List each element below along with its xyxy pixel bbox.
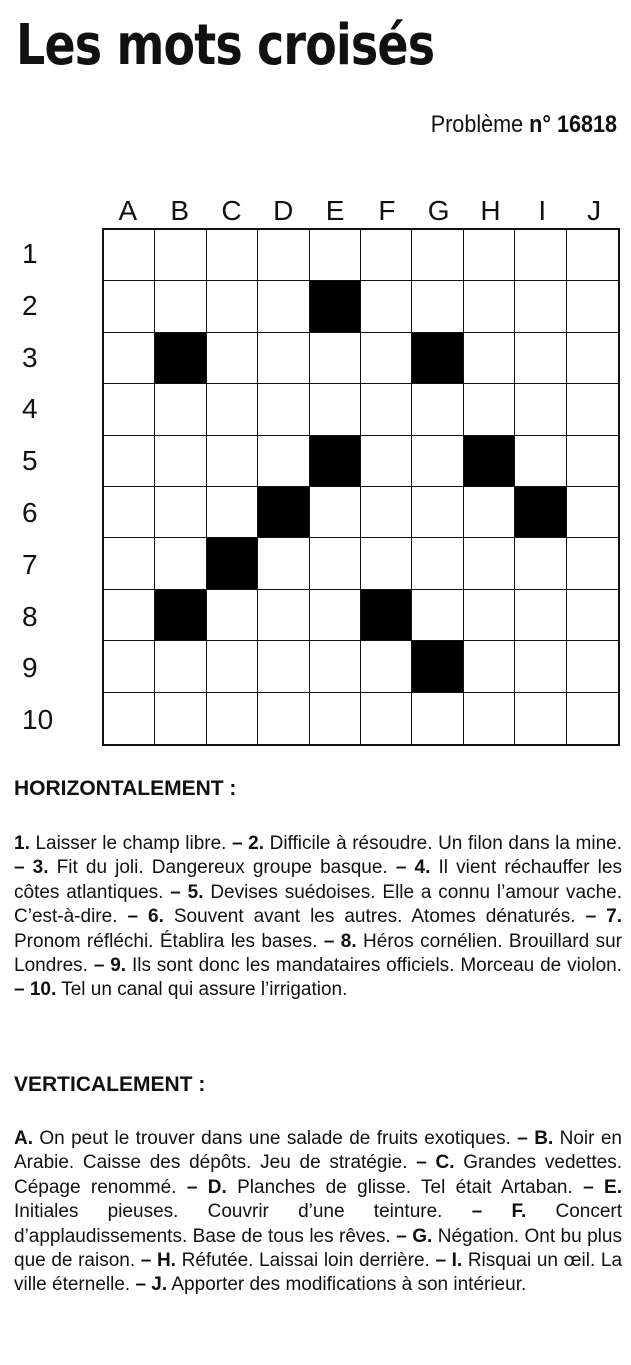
clue: – 5. Devises suédoises. Elle a connu l’amour vache. C’est-à-dire. bbox=[14, 881, 622, 928]
grid-cell[interactable] bbox=[310, 693, 361, 744]
grid-cell[interactable] bbox=[258, 693, 309, 744]
column-labels bbox=[102, 194, 620, 228]
grid-cell[interactable] bbox=[155, 384, 206, 435]
grid-cell[interactable] bbox=[464, 230, 515, 281]
grid-cell[interactable] bbox=[207, 693, 258, 744]
grid-cell[interactable] bbox=[155, 641, 206, 692]
grid-cell[interactable] bbox=[310, 230, 361, 281]
clue: – G. Négation. Ont bu plus que de raison. bbox=[14, 1225, 622, 1272]
grid-cell[interactable] bbox=[310, 384, 361, 435]
column-label-g: G bbox=[427, 195, 450, 226]
grid-cell[interactable] bbox=[515, 281, 566, 332]
grid-cell[interactable] bbox=[515, 333, 566, 384]
grid-cell[interactable] bbox=[361, 487, 412, 538]
clue: – 10. Tel un canal qui assure l’irrigation. bbox=[14, 979, 348, 1001]
problem-num: n° 16818 bbox=[529, 111, 617, 138]
black-cell bbox=[412, 333, 463, 384]
grid-cell[interactable] bbox=[567, 281, 618, 332]
grid-cell[interactable] bbox=[258, 333, 309, 384]
clue: – D. Planches de glisse. Tel était Artaban. bbox=[186, 1176, 573, 1198]
grid-cell[interactable] bbox=[155, 693, 206, 744]
grid-cell[interactable] bbox=[104, 693, 155, 744]
grid-cell[interactable] bbox=[567, 230, 618, 281]
grid-cell[interactable] bbox=[104, 590, 155, 641]
problem-label: Problème bbox=[430, 111, 524, 138]
grid-cell[interactable] bbox=[361, 641, 412, 692]
grid-cell[interactable] bbox=[310, 333, 361, 384]
grid-cell[interactable] bbox=[464, 538, 515, 589]
row-label-1: 1 bbox=[22, 238, 38, 269]
grid-cell[interactable] bbox=[104, 384, 155, 435]
black-cell bbox=[258, 487, 309, 538]
clue: A. On peut le trouver dans une salade de fruits exotiques. bbox=[14, 1128, 511, 1149]
row-label-3: 3 bbox=[22, 341, 38, 373]
grid-cell[interactable] bbox=[104, 333, 155, 384]
grid-cell[interactable] bbox=[207, 436, 258, 487]
problem-number bbox=[431, 110, 617, 140]
clue: – 6. Souvent avant les autres. Atomes dénaturés. bbox=[127, 906, 576, 928]
row-label-8: 8 bbox=[22, 600, 38, 632]
grid-cell[interactable] bbox=[104, 230, 155, 281]
grid-cell[interactable] bbox=[155, 230, 206, 281]
grid-cell[interactable] bbox=[361, 230, 412, 281]
grid-cell[interactable] bbox=[412, 281, 463, 332]
grid-cell[interactable] bbox=[464, 281, 515, 332]
grid-cell[interactable] bbox=[155, 436, 206, 487]
grid-cell[interactable] bbox=[207, 333, 258, 384]
grid-cell[interactable] bbox=[412, 693, 463, 744]
row-label-9: 9 bbox=[22, 652, 38, 684]
crossword-grid bbox=[102, 228, 620, 746]
grid-cell[interactable] bbox=[412, 487, 463, 538]
grid-cell[interactable] bbox=[258, 281, 309, 332]
vertical-clues bbox=[14, 1127, 622, 1298]
grid-cell[interactable] bbox=[104, 436, 155, 487]
grid-cell[interactable] bbox=[361, 384, 412, 435]
grid-cell[interactable] bbox=[515, 641, 566, 692]
grid-cell[interactable] bbox=[104, 641, 155, 692]
black-cell bbox=[412, 641, 463, 692]
grid-cell[interactable] bbox=[567, 333, 618, 384]
column-label-i: I bbox=[538, 195, 547, 226]
clue: – B. Noir en Arabie. Caisse des dépôts. Jeu de stratégie. bbox=[14, 1128, 622, 1174]
column-label-f: F bbox=[378, 195, 396, 226]
grid-cell[interactable] bbox=[207, 281, 258, 332]
grid-cell[interactable] bbox=[361, 538, 412, 589]
grid-cell[interactable] bbox=[464, 384, 515, 435]
grid-cell[interactable] bbox=[207, 230, 258, 281]
column-label-e: E bbox=[325, 195, 345, 226]
grid-cell[interactable] bbox=[567, 384, 618, 435]
black-cell bbox=[464, 436, 515, 487]
grid-cell[interactable] bbox=[515, 384, 566, 435]
black-cell bbox=[155, 333, 206, 384]
grid-cell[interactable] bbox=[258, 230, 309, 281]
grid-cell[interactable] bbox=[207, 590, 258, 641]
column-label-c: C bbox=[221, 195, 242, 226]
grid-cell[interactable] bbox=[155, 281, 206, 332]
clue: – J. Apporter des modifications à son intérieur. bbox=[135, 1274, 527, 1296]
grid-cell[interactable] bbox=[310, 538, 361, 589]
column-label-h: H bbox=[480, 195, 501, 226]
grid-cell[interactable] bbox=[515, 436, 566, 487]
black-cell bbox=[310, 281, 361, 332]
grid-cell[interactable] bbox=[104, 281, 155, 332]
grid-cell[interactable] bbox=[310, 487, 361, 538]
grid-cell[interactable] bbox=[464, 590, 515, 641]
grid-cell[interactable] bbox=[310, 590, 361, 641]
column-label-b: B bbox=[170, 195, 190, 226]
vertical-heading: VERTICALEMENT : bbox=[14, 1073, 206, 1096]
grid-cell[interactable] bbox=[361, 281, 412, 332]
black-cell bbox=[310, 436, 361, 487]
clue: – 3. Fit du joli. Dangereux groupe basque. bbox=[14, 857, 388, 879]
horizontal-heading: HORIZONTALEMENT : bbox=[14, 777, 237, 800]
grid-cell[interactable] bbox=[361, 333, 412, 384]
grid-cell[interactable] bbox=[155, 487, 206, 538]
grid-cell[interactable] bbox=[567, 693, 618, 744]
grid-cell[interactable] bbox=[258, 384, 309, 435]
grid-cell[interactable] bbox=[567, 538, 618, 589]
grid-cell[interactable] bbox=[464, 641, 515, 692]
grid-cell[interactable] bbox=[258, 436, 309, 487]
black-cell bbox=[207, 538, 258, 589]
column-label-a: A bbox=[118, 195, 138, 226]
grid-cell[interactable] bbox=[155, 538, 206, 589]
grid-cell[interactable] bbox=[515, 693, 566, 744]
grid-cell[interactable] bbox=[464, 487, 515, 538]
grid-cell[interactable] bbox=[412, 436, 463, 487]
black-cell bbox=[361, 590, 412, 641]
black-cell bbox=[155, 590, 206, 641]
grid-cell[interactable] bbox=[567, 641, 618, 692]
grid-cell[interactable] bbox=[412, 590, 463, 641]
row-label-4: 4 bbox=[22, 393, 38, 425]
grid-cell[interactable] bbox=[361, 436, 412, 487]
grid-cell[interactable] bbox=[412, 230, 463, 281]
grid-cell[interactable] bbox=[515, 230, 566, 281]
row-labels bbox=[14, 228, 74, 746]
grid-cell[interactable] bbox=[258, 641, 309, 692]
clue: – 8. Héros cornélien. Brouillard sur Londres. bbox=[14, 930, 622, 977]
column-label-d: D bbox=[273, 195, 294, 226]
grid-cell[interactable] bbox=[258, 590, 309, 641]
clue: – 7. Pronom réfléchi. Établira les bases. bbox=[14, 906, 622, 952]
row-label-6: 6 bbox=[22, 497, 38, 528]
clue: – I. Risquai un œil. La ville éternelle. bbox=[14, 1250, 623, 1296]
grid-cell[interactable] bbox=[412, 538, 463, 589]
grid-cell[interactable] bbox=[515, 538, 566, 589]
clue: 1. Laisser le champ libre. bbox=[14, 833, 227, 854]
grid-cell[interactable] bbox=[567, 487, 618, 538]
grid-cell[interactable] bbox=[104, 538, 155, 589]
clue: – 4. Il vient réchauffer les côtes atlantiques. bbox=[14, 857, 622, 903]
column-label-j: J bbox=[587, 195, 602, 226]
grid-cell[interactable] bbox=[361, 693, 412, 744]
grid-cell[interactable] bbox=[567, 436, 618, 487]
horizontal-clues bbox=[14, 832, 622, 1003]
grid-cell[interactable] bbox=[515, 590, 566, 641]
grid-cell[interactable] bbox=[207, 641, 258, 692]
grid-cell[interactable] bbox=[310, 641, 361, 692]
clue: – F. Concert d’applaudissements. Base de tous les rêves. bbox=[14, 1201, 623, 1247]
grid-cell[interactable] bbox=[258, 538, 309, 589]
grid-cell[interactable] bbox=[464, 333, 515, 384]
grid-cell[interactable] bbox=[464, 693, 515, 744]
black-cell bbox=[515, 487, 566, 538]
clue: – H. Réfutée. Laissai loin derrière. bbox=[140, 1250, 430, 1272]
row-label-5: 5 bbox=[22, 445, 38, 477]
grid-cell[interactable] bbox=[567, 590, 618, 641]
row-label-10: 10 bbox=[22, 704, 54, 736]
row-label-7: 7 bbox=[22, 548, 38, 580]
clue: – C. Grandes vedettes. Cépage renommé. bbox=[14, 1152, 622, 1198]
page-title: Les mots croisés bbox=[16, 13, 435, 78]
clue: – 2. Difficile à résoudre. Un filon dans la mine. bbox=[232, 833, 622, 854]
row-label-2: 2 bbox=[22, 289, 38, 321]
grid-cell[interactable] bbox=[207, 487, 258, 538]
grid-cell[interactable] bbox=[412, 384, 463, 435]
clue: – 9. Ils sont donc les mandataires officiels. Morceau de violon. bbox=[93, 955, 623, 977]
clue: – E. Initiales pieuses. Couvrir d’une teinture. bbox=[14, 1176, 622, 1223]
grid-cell[interactable] bbox=[207, 384, 258, 435]
grid-cell[interactable] bbox=[104, 487, 155, 538]
